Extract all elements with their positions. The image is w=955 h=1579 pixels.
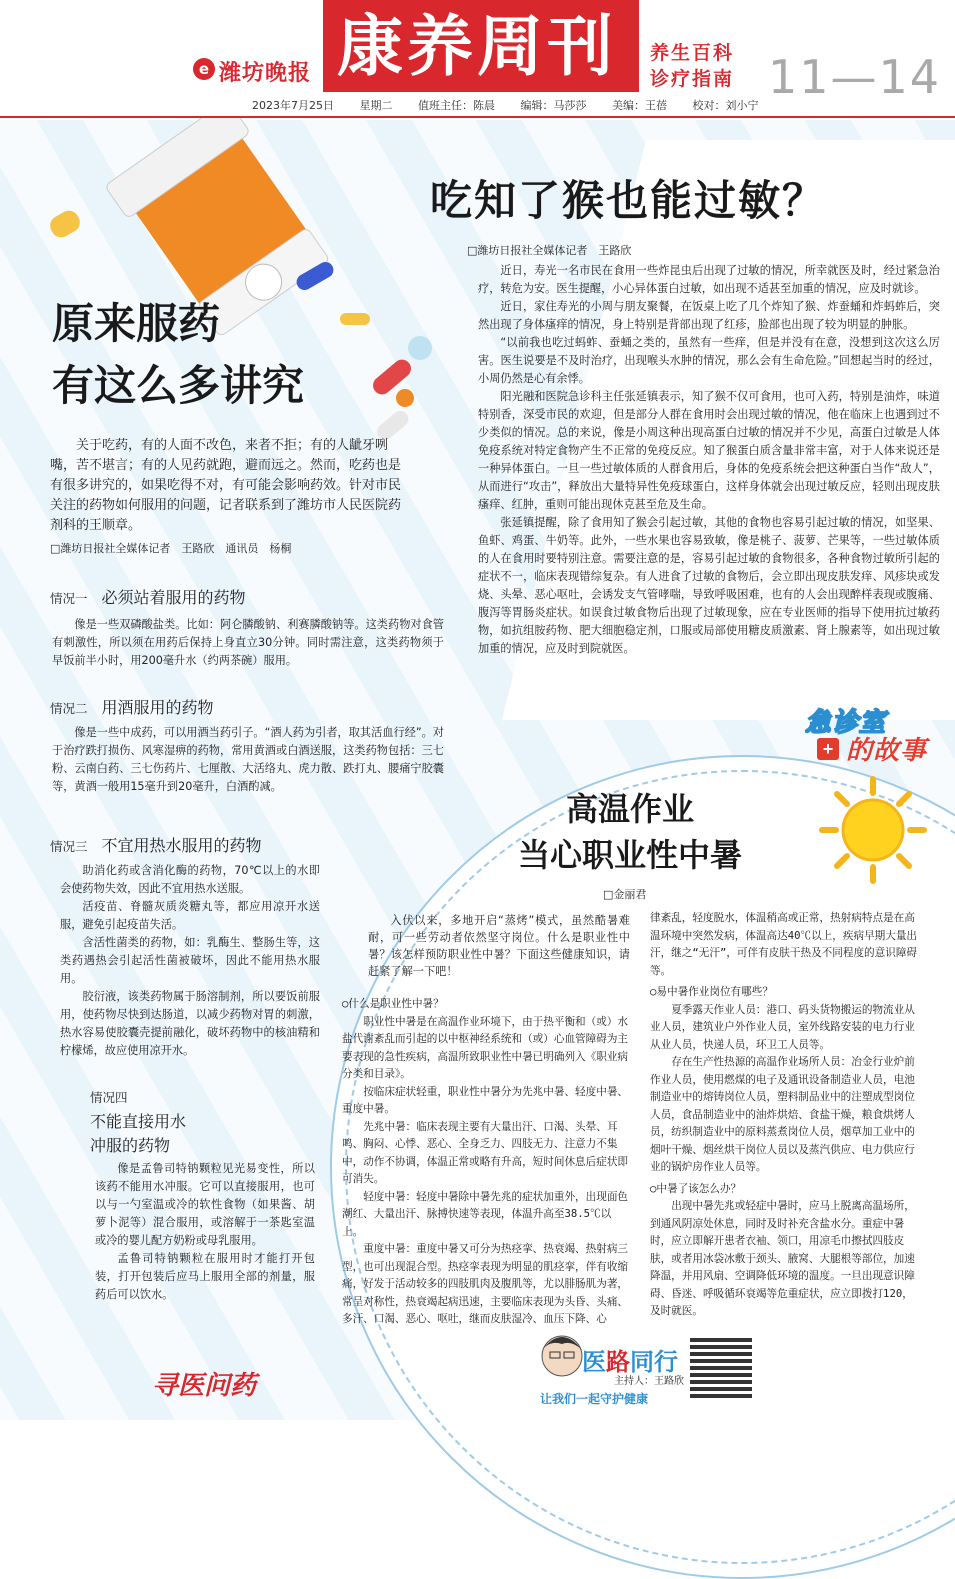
heat-paragraph: 先兆中暑：临床表现主要有大量出汗、口渴、头晕、耳鸣、胸闷、心悸、恶心、全身乏力、四肢无力、注意力不集中，动作不协调，体温正常或略有升高，短时间休息后症状即可消失。: [342, 1120, 629, 1185]
medicine-title: [52, 293, 304, 417]
allergy-paragraph: “以前我也吃过蚂蚱、蚕蛹之类的，虽然有一些痒，但是并没有在意，没想到这次这么厉害。医生说要是不及时治疗，出现喉头水肿的情况，那么会有生命危险。”回想起当时的经过，小周仍然是心有余悸。: [478, 336, 940, 385]
heat-paragraph: 职业性中暑是在高温作业环境下，由于热平衡和（或）水盐代谢紊乱而引起的以中枢神经系统和（或）心血管障碍为主要表现的急性疾病，高温所致职业性中暑已明确列入《职业病分类和目录》。: [342, 1015, 629, 1080]
promo-slogan: 让我们一起守护健康: [540, 1392, 649, 1406]
section-3-title: 不宜用热水服用的药物: [101, 836, 262, 855]
section-2-heading: [50, 695, 214, 718]
section-3-text: 助消化药或含消化酶的药物，70℃以上的水即会使药物失效，因此不宜用热水送服。: [60, 864, 320, 895]
editor: 编辑：马莎莎: [520, 99, 587, 112]
promo-host: 主持人：王路欣: [614, 1376, 684, 1387]
heat-paragraph: 重度中暑：重度中暑又可分为热痉挛、热衰竭、热射病三型，也可出现混合型。热痉挛表现为明显的肌痉挛，伴有收缩痛，好发于活动较多的四肢肌肉及腹肌等，尤以腓肠肌为著，常呈对称性，热衰竭起病迅速，主要临床表现为头昏、头痛、多汗、口渴、恶心、呕吐，继而皮肤湿冷、血压下降、心: [342, 1243, 629, 1325]
allergy-paragraph: 阳光融和医院急诊科主任张延镇表示，知了猴不仅可食用，也可入药，特别是油炸，味道特别香，深受市民的欢迎，但是部分人群在食用时会出现过敏的情况，他在临床上也遇到过不少类似的情况。总的来说，像是小周这种出现高蛋白过敏的情况并不少见，高蛋白过敏是人体免疫系统对特定食物产生不正常的免疫反应。知了猴蛋白质含量非常丰富，对于人体来说还是一种异体蛋白。一旦一些过敏体质的人群食用后，身体的免疫系统会把这种蛋白当作“敌人”，从而进行“攻击”，释放出大量特异性免疫球蛋白，这样身体就会出现过敏反应，轻则出现皮肤瘙痒、红肿，重则可能出现休克甚至危及生命。: [478, 390, 940, 511]
section-1-text: 像是一些双磷酸盐类。比如：阿仑膦酸钠、利赛膦酸钠等。这类药物对食管有刺激性，所以须在用药后保持上身直立30分钟。同时需注意，这类药物须于早饭前半小时，用200毫升水（约两茶碗）服用。: [52, 618, 444, 667]
sun-icon: [818, 775, 928, 885]
issue-date: 2023年7月25日: [252, 99, 334, 112]
heat-paragraph: 存在生产性热源的高温作业场所人员：冶金行业炉前作业人员，使用燃煤的电子及通讯设备制造业人员，电池制造业中的熔铸岗位人员，塑料制品业中的注塑成型岗位人员，食品制造业中的油炸烘焙、食盐干燥，粮食烘烤人员，纺织制造业中的原料蒸煮岗位人员，烟草加工业中的烟叶干燥、烟丝烘干岗位人员以及蒸汽供应、电力供应行业的锅炉房作业人员等。: [650, 1056, 915, 1173]
section-4-text: 像是孟鲁司特钠颗粒见光易变性，所以该药不能用水冲服。它可以直接服用，也可以与一勺室温或冷的软性食物（如果酱、胡萝卜泥等）混合服用，或溶解于一茶匙室温或冷的婴儿配方奶粉或母乳服用。: [95, 1162, 315, 1247]
proofreader: 校对：刘小宁: [692, 99, 759, 112]
allergy-paragraph: 张延镇提醒，除了食用知了猴会引起过敏，其他的食物也容易引起过敏的情况，如坚果、鱼虾、鸡蛋、牛奶等。此外，一些水果也容易致敏，像是桃子、菠萝、芒果等，一些过敏体质的人在食用时要特别注意。需要注意的是，容易引起过敏的食物很多，各种食物过敏所引起的症状不一，临床表现错综复杂。有人进食了过敏的食物后，会立即出现皮肤发痒、风疹块或发烧、头晕、恶心呕吐，会诱发支气管哮喘，导致呼吸困难，也有的人会出现醉样表现或腹痛、腹泻等胃肠炎症状。如误食过敏食物后出现了过敏现象，应在专业医师的指导下使用抗过敏药物，如抗组胺药物、肥大细胞稳定剂，口服或局部使用糖皮质激素、肾上腺素等，如出现过敏加重的情况，应及时到院就医。: [478, 516, 940, 655]
column-badge-line2: 的故事: [846, 736, 928, 766]
section-4-text: 孟鲁司特钠颗粒在服用时才能打开包装，打开包装后应马上服用全部的剂量，服药后可以饮水。: [95, 1252, 315, 1301]
section-1-label: 情况一: [50, 591, 88, 606]
paper-logo-icon: e: [193, 58, 215, 80]
section-3-heading: [50, 833, 262, 856]
section-3-label: 情况三: [50, 839, 88, 854]
heat-intro: [368, 912, 630, 980]
heat-paragraph: 轻度中暑：轻度中暑除中暑先兆的症状加重外，出现面色潮红、大量出汗、脉搏快速等表现，体温升高至38.5℃以上。: [342, 1190, 629, 1238]
heat-intro-text: 入伏以来，多地开启“蒸烤”模式，虽然酷暑难耐，可一些劳动者依然坚守岗位。什么是职业性中暑？该怎样预防职业性中暑？下面这些健康知识，请赶紧了解一下吧！: [368, 914, 630, 978]
section-4-body: [95, 1160, 315, 1304]
masthead-subtitle-2: 诊疗指南: [650, 68, 735, 90]
heat-right-column: [650, 910, 920, 1321]
masthead-meta: [252, 97, 781, 113]
section-4-title: [90, 1110, 186, 1158]
art-editor: 美编：王蓓: [612, 99, 667, 112]
section-2-body: [52, 724, 444, 796]
medicine-intro-text: 关于吃药，有的人面不改色，来者不拒；有的人龇牙咧嘴，苦不堪言；有的人见药就跑，避而远之。然而，吃药也是有很多讲究的，如果吃得不对，有可能会影响药效。针对市民关注的药物如何服用的问题，记者联系到了潍坊市人民医院药剂科的王顺章。: [50, 438, 402, 533]
editor-in-charge: 值班主任：陈晨: [418, 99, 495, 112]
promo-name-part: 同行: [630, 1348, 678, 1376]
column-badge-line1: 急诊室: [805, 708, 887, 738]
heat-paragraph: 律紊乱，轻度脱水，体温稍高或正常，热射病特点是在高温环境中突然发病，体温高达40℃以上，疾病早期大量出汗，继之“无汗”，可伴有皮肤干热及不同程度的意识障碍等。: [650, 912, 918, 977]
heat-subheading: ○中暑了该怎么办？: [650, 1182, 742, 1195]
heat-left-column: [342, 992, 630, 1329]
section-2-text: 像是一些中成药，可以用酒当药引子。“酒人药为引者，取其活血行经”。对于治疗跌打损伤、风寒湿痹的药物，常用黄酒或白酒送服，这类药物包括：三七粉、云南白药、三七伤药片、七厘散、大活络丸、虎力散、跌打丸、腰痛宁胶囊等，黄酒一般用15毫升到20毫升，白酒酌减。: [52, 726, 444, 793]
qr-code-icon[interactable]: [690, 1336, 752, 1398]
allergy-body: [478, 262, 940, 658]
section-3-text: 活疫苗、脊髓灰质炎糖丸等，都应用凉开水送服，避免引起疫苗失活。: [60, 900, 320, 931]
section-2-label: 情况二: [50, 701, 88, 716]
section-1-body: [52, 616, 444, 670]
medicine-title-line1: 原来服药: [52, 299, 221, 348]
section-3-text: 含活性菌类的药物，如：乳酶生、整肠生等，这类药遇热会引起活性菌被破坏，因此不能用热水服用。: [60, 936, 320, 985]
allergy-title: 吃知了猴也能过敏？: [430, 176, 827, 225]
medicine-byline: □潍坊日报社全媒体记者 王路欣 通讯员 杨桐: [50, 542, 292, 555]
medical-cross-icon: +: [817, 738, 839, 760]
heat-paragraph: 夏季露天作业人员：港口、码头货物搬运的物流业从业人员，建筑业户外作业人员，室外线路安装的电力行业从业人员，快递人员，环卫工人员等。: [650, 1003, 915, 1051]
section-4-title-line1: 不能直接用水: [90, 1112, 187, 1131]
footer-column-logo: 寻医问药: [152, 1371, 257, 1401]
medicine-intro: [50, 436, 410, 536]
page-range: 11—14: [768, 50, 942, 104]
allergy-byline: □潍坊日报社全媒体记者 王路欣: [467, 244, 632, 257]
heat-subheading: ○什么是职业性中暑？: [342, 998, 444, 1010]
section-4-label: 情况四: [90, 1090, 128, 1105]
section-2-title: 用酒服用的药物: [101, 698, 214, 717]
masthead-title: 康养周刊: [337, 7, 617, 85]
heat-subheading: ○易中暑作业岗位有哪些？: [650, 986, 773, 998]
section-1-title: 必须站着服用的药物: [101, 588, 246, 607]
allergy-paragraph: 近日，家住寿光的小周与朋友聚餐，在饭桌上吃了几个炸知了猴、炸蚕蛹和炸蚂蚱后，突然出现了身体瘙痒的情况，身上特别是背部出现了红疹，脸部也出现了较为明显的肿胀。: [478, 300, 940, 331]
section-4-title-line2: 冲服的药物: [90, 1136, 171, 1155]
heat-byline: □金丽君: [603, 888, 647, 901]
promo-name-part: 医: [582, 1348, 606, 1376]
section-1-heading: [50, 585, 246, 608]
heat-title-line1: 高温作业: [565, 790, 694, 828]
heat-title: [501, 786, 759, 878]
section-3-text: 胶衍液，该类药物属于肠溶制剂，所以要饭前服用，使药物尽快到达肠道，以减少药物对胃的刺激，热水容易使胶囊壳提前融化，破坏药物中的核油精和柠檬烯，故应使用凉开水。: [60, 990, 320, 1057]
section-3-body: [60, 862, 320, 1060]
heat-paragraph: 出现中暑先兆或轻症中暑时，应马上脱离高温场所，到通风阴凉处休息，同时及时补充含盐水分。重症中暑时，应立即解开患者衣袖、领口，用凉毛巾擦拭四肢皮肤，或者用冰袋冰敷于颈头、腋窝、大腿根等部位，加速降温，并用风扇、空调降低环境的温度。一旦出现意识障碍、昏迷、呼吸循环衰竭等危重症状，应立即拨打120，及时就医。: [650, 1200, 915, 1317]
masthead-subtitle-1: 养生百科: [650, 42, 735, 64]
heat-paragraph: 按临床症状轻重，职业性中暑分为先兆中暑、轻度中暑、重度中暑。: [342, 1085, 629, 1115]
medicine-title-line2: 有这么多讲究: [52, 361, 305, 410]
issue-weekday: 星期二: [359, 99, 393, 112]
paper-name: 潍坊晚报: [219, 61, 312, 86]
heat-title-line2: 当心职业性中暑: [517, 836, 742, 874]
host-avatar: [538, 1330, 586, 1390]
allergy-paragraph: 近日，寿光一名市民在食用一些炸昆虫后出现了过敏的情况，所幸就医及时，经过紧急治疗，转危为安。医生提醒，小心异体蛋白过敏，如出现不适甚至加重的情况，应及时就诊。: [478, 264, 940, 295]
promo-name-part: 路: [606, 1348, 630, 1376]
